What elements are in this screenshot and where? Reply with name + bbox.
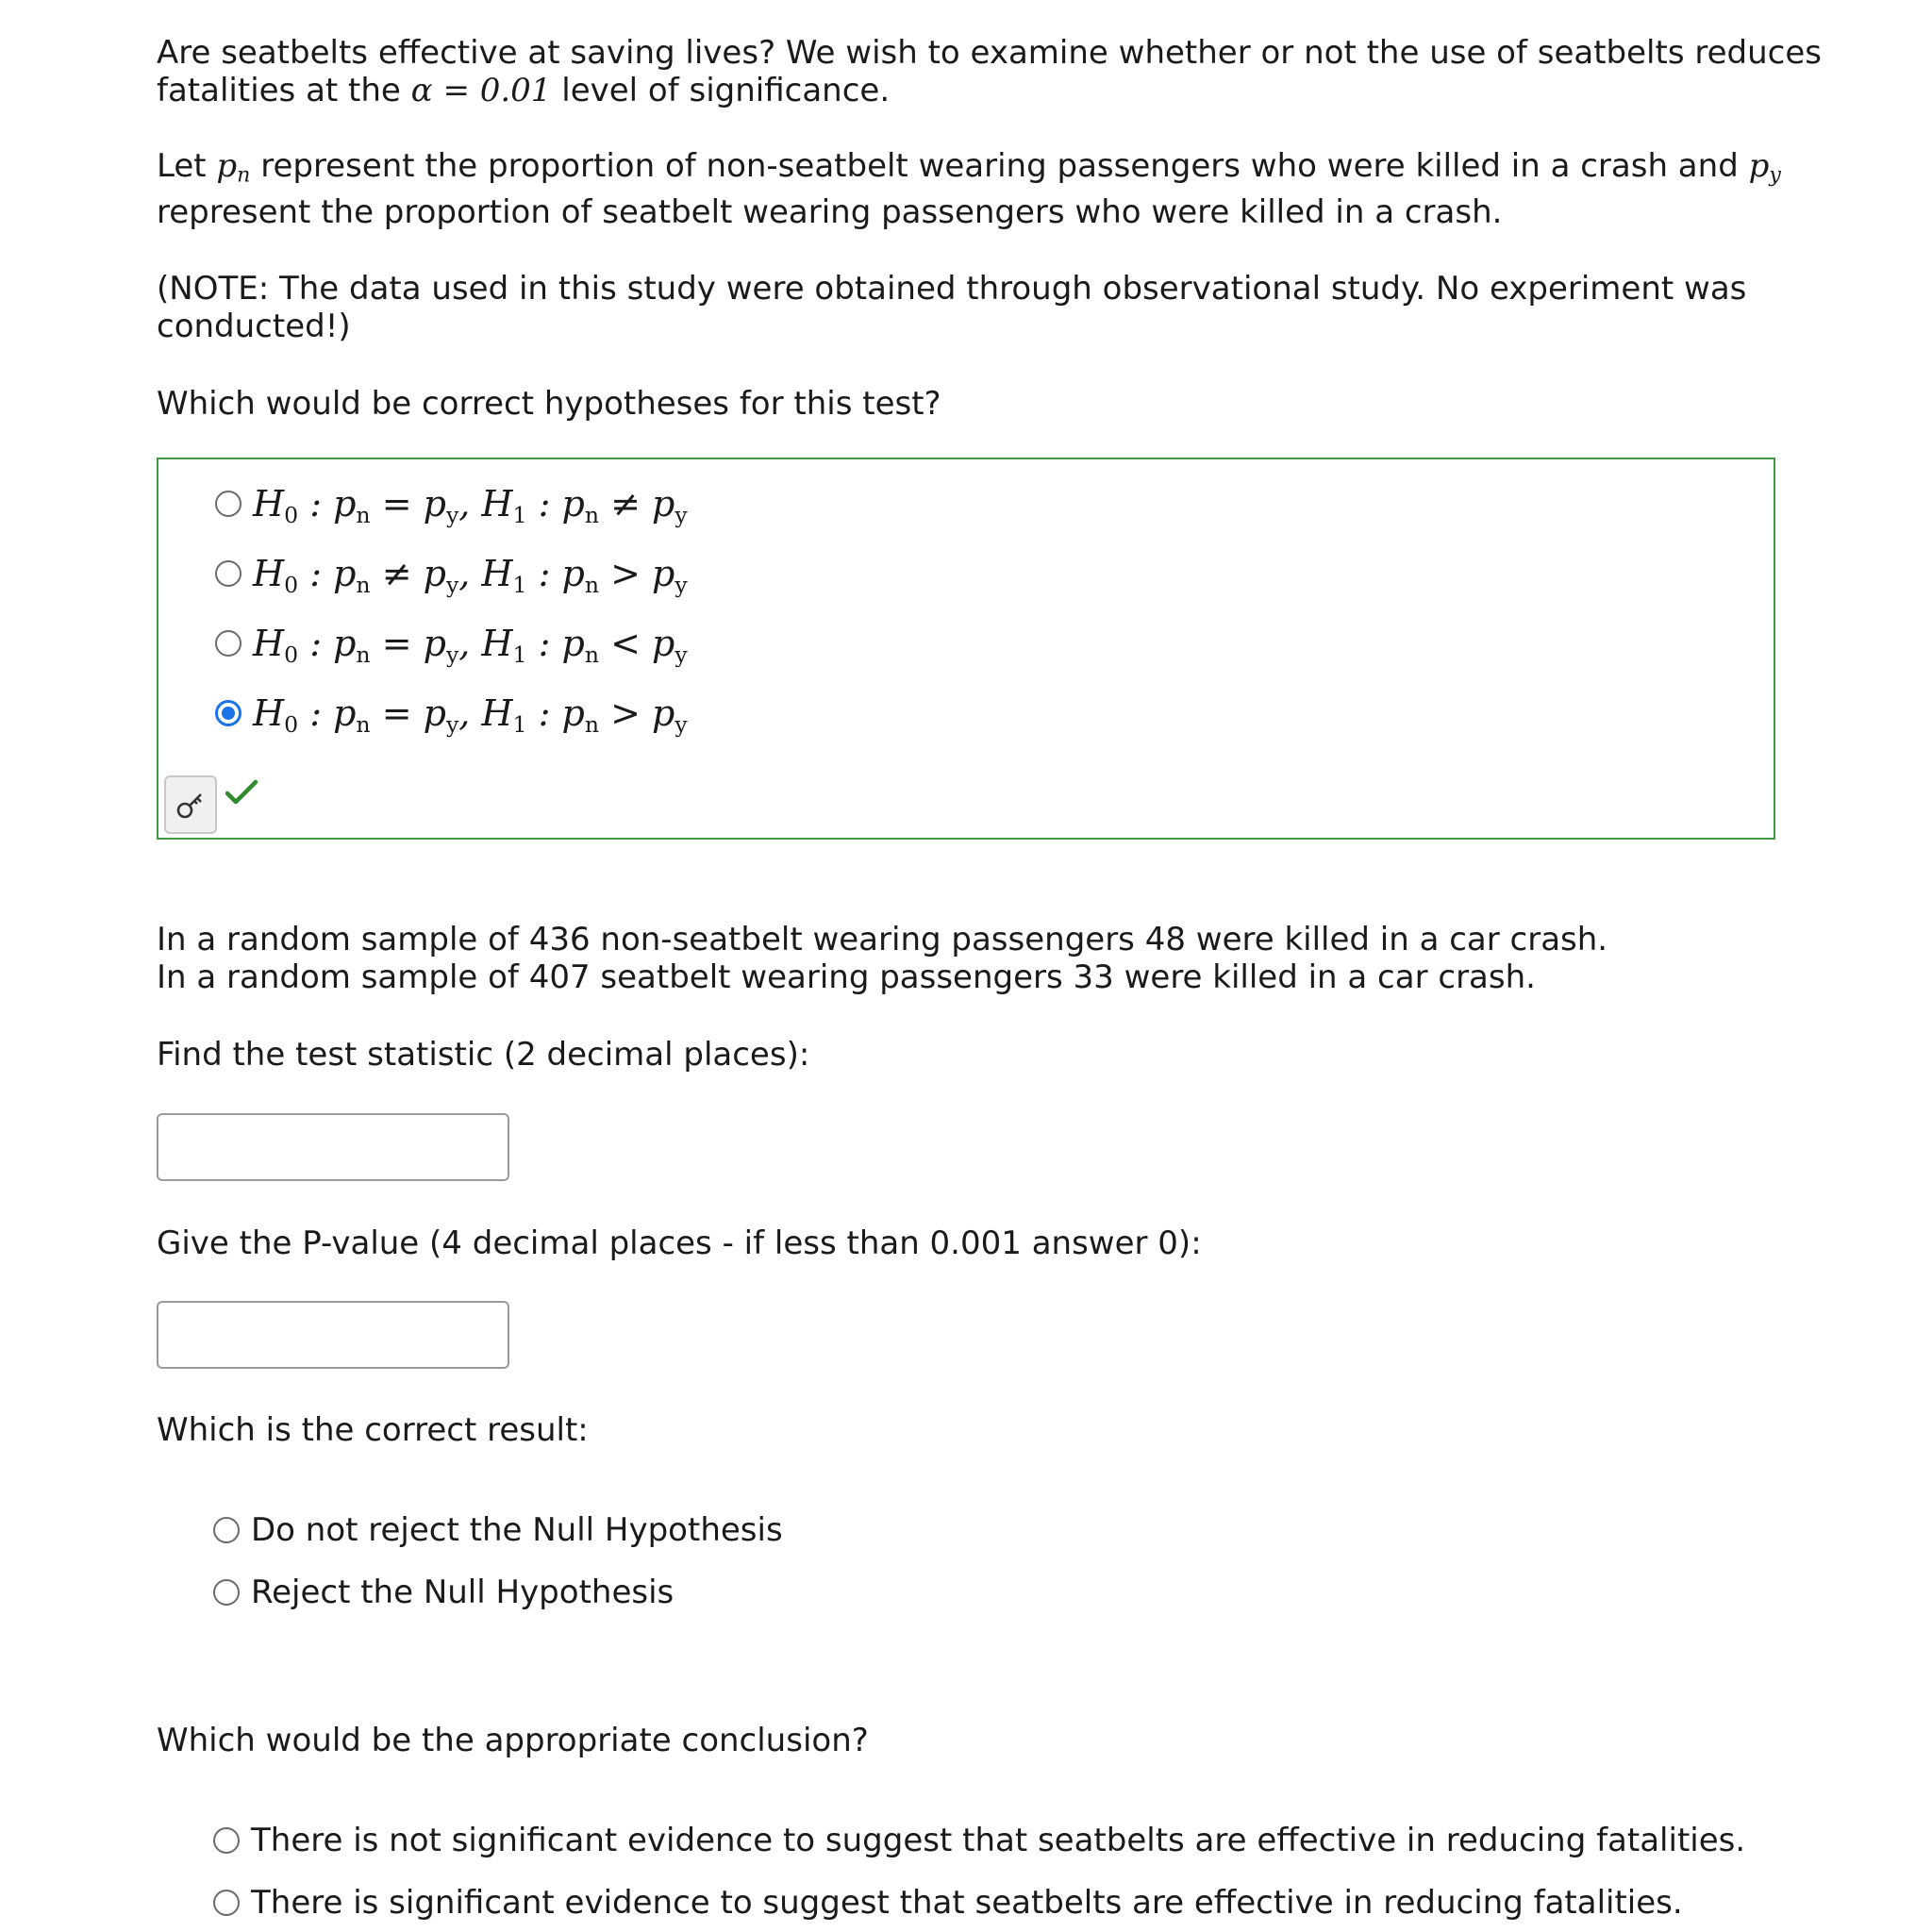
hypotheses-answer-box xyxy=(157,458,1775,840)
conclusion-option-2-label: There is significant evidence to suggest that seatbelts are effective in reducing fatalities. xyxy=(251,1884,1683,1922)
conclusion-prompt: Which would be the appropriate conclusion? xyxy=(157,1722,869,1759)
p-value-input[interactable] xyxy=(157,1301,509,1369)
definition-mid: represent the proportion of non-seatbelt wearing passengers who were killed in a crash and xyxy=(260,147,1739,185)
key-button[interactable] xyxy=(164,775,217,834)
result-prompt: Which is the correct result: xyxy=(157,1411,589,1449)
radio-button[interactable] xyxy=(213,1517,240,1543)
radio-button[interactable] xyxy=(215,630,242,657)
definition-pre: Let xyxy=(157,147,207,185)
intro-line-2-post: level of significance. xyxy=(561,72,891,109)
conclusion-option-2[interactable] xyxy=(213,1879,1683,1926)
radio-button[interactable] xyxy=(215,491,242,517)
hypothesis-option-2[interactable] xyxy=(215,550,688,597)
alpha-expression: α = 0.01 xyxy=(410,72,552,109)
hypothesis-option-3[interactable] xyxy=(215,620,688,667)
radio-button[interactable] xyxy=(213,1890,240,1916)
hypothesis-option-1-label: $H_0$ : $p_n = p_y$, $H_1$ : $p_n \ne p_y$ xyxy=(253,483,688,529)
hypothesis-option-3-label: $H_0$ : $p_n = p_y$, $H_1$ : $p_n < p_y$ xyxy=(253,623,688,669)
p-value-prompt: Give the P-value (4 decimal places - if less than 0.001 answer 0): xyxy=(157,1224,1202,1262)
conclusion-option-1[interactable] xyxy=(213,1817,1745,1864)
hypothesis-option-4-label: $H_0$ : $p_n = p_y$, $H_1$ : $p_n > p_y$ xyxy=(253,692,688,739)
sample-line-1: In a random sample of 436 non-seatbelt wearing passengers 48 were killed in a car crash. xyxy=(157,921,1608,958)
radio-button[interactable] xyxy=(213,1827,240,1854)
hypothesis-option-2-label: $H_0$ : $p_n \ne p_y$, $H_1$ : $p_n > p_y$ xyxy=(253,553,688,599)
test-statistic-prompt: Find the test statistic (2 decimal places): xyxy=(157,1036,810,1074)
pn-symbol: $p_n$ xyxy=(216,147,251,188)
result-option-1[interactable] xyxy=(213,1507,783,1554)
note-line-1: (NOTE: The data used in this study were obtained through observational study. No experiment was xyxy=(157,270,1747,308)
sample-line-2: In a random sample of 407 seatbelt wearing passengers 33 were killed in a car crash. xyxy=(157,958,1536,996)
hypothesis-option-1[interactable] xyxy=(215,480,688,527)
result-option-2-label: Reject the Null Hypothesis xyxy=(251,1574,675,1611)
intro-line-2 xyxy=(157,72,890,109)
definition-line-1 xyxy=(157,147,1781,188)
result-option-1-label: Do not reject the Null Hypothesis xyxy=(251,1511,783,1549)
py-symbol: $p_y$ xyxy=(1748,147,1781,188)
definition-line-2: represent the proportion of seatbelt wearing passengers who were killed in a crash. xyxy=(157,193,1503,231)
radio-button[interactable] xyxy=(215,560,242,587)
intro-line-1: Are seatbelts effective at saving lives? We wish to examine whether or not the use of seatbelts reduces xyxy=(157,34,1822,72)
radio-button[interactable] xyxy=(213,1579,240,1606)
conclusion-option-1-label: There is not significant evidence to suggest that seatbelts are effective in reducing fatalities. xyxy=(251,1822,1746,1859)
test-statistic-input[interactable] xyxy=(157,1113,509,1181)
note-line-2: conducted!) xyxy=(157,308,351,345)
check-icon xyxy=(225,778,258,807)
key-icon xyxy=(175,789,207,821)
radio-button-selected[interactable] xyxy=(215,700,242,726)
hypotheses-question: Which would be correct hypotheses for this test? xyxy=(157,385,941,423)
result-option-2[interactable] xyxy=(213,1569,674,1616)
hypothesis-option-4[interactable] xyxy=(215,690,688,737)
intro-line-2-pre: fatalities at the xyxy=(157,72,401,109)
